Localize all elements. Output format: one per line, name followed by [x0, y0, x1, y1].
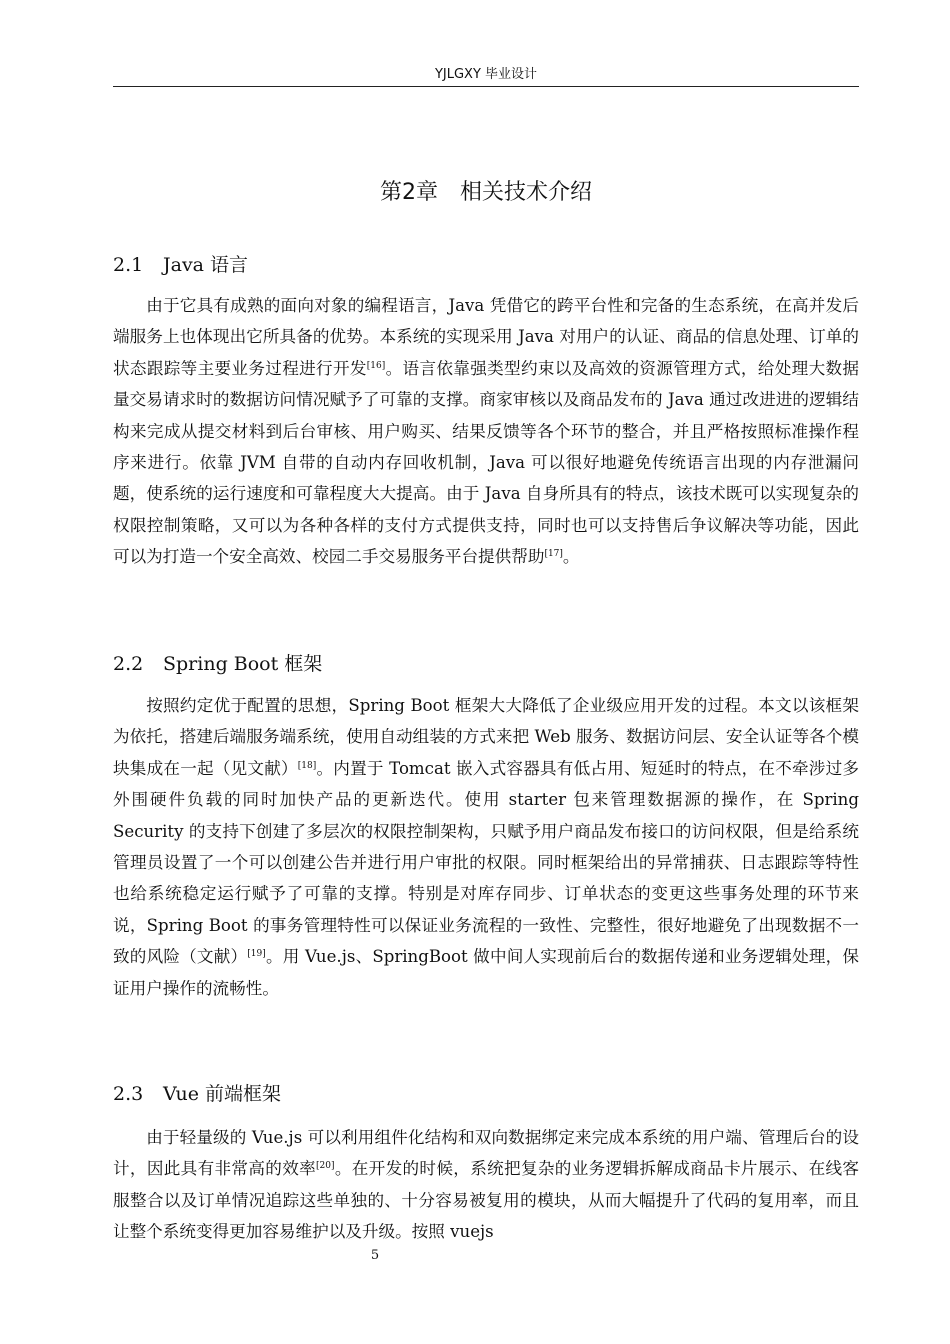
paragraph-text: 。 — [562, 547, 580, 567]
paragraph-text: 由于轻量级的 Vue.js 可以利用组件化结构和双向数据绑定来完成本系统的用户端、管理后台的设计，因此具有非常高的效率 — [113, 1128, 859, 1179]
paragraph-text: 按照约定优于配置的思想，Spring Boot 框架大大降低了企业级应用开发的过程。本文以该框架为依托，搭建后端服务端系统，使用自动组装的方式来把 Web 服务、数据访问层、安全认证等各个模块集成在一起（见文献） — [113, 696, 859, 778]
citation-ref: [17] — [544, 549, 563, 560]
section-number: 2.2 — [113, 653, 144, 675]
chapter-title: 第2章 相关技术介绍 — [380, 180, 592, 205]
citation-ref: [18] — [297, 760, 317, 771]
section-number: 2.1 — [113, 254, 144, 276]
section-paragraph-2-2 — [113, 690, 859, 1004]
page-number: 5 — [370, 1248, 380, 1263]
paragraph-text: 。用 Vue.js、SpringBoot 做中间人实现前后台的数据传递和业务逻辑处理，保证用户操作的流畅性。 — [113, 947, 860, 998]
section-paragraph-2-3 — [113, 1122, 859, 1248]
paragraph-text: 。内置于 Tomcat 嵌入式容器具有低占用、短延时的特点，在不牵涉过多外围硬件负载的同时加快产品的更新迭代。使用 starter 包来管理数据源的操作，在 Spring Security 的支持下创建了多层次的权限控制架构，只赋予用户商品发布接口的访问权限，但是给系统管理员设置了一个可以创建公告并进行用户审批的权限。同时框架给出的异常捕获、日志跟踪等特性也给系统稳定运行赋予了可靠的支撑。特别是对库存同步、订单状态的变更这些事务处理的环节来说，Spring Boot 的事务管理特性可以保证业务流程的一致性、完整性，很好地避免了出现数据不一致的风险（文献） — [113, 758, 859, 967]
section-title-text: Spring Boot 框架 — [163, 653, 323, 675]
citation-ref: [16] — [366, 360, 386, 371]
section-heading-2-1 — [113, 250, 859, 280]
paragraph-text: 。在开发的时候，系统把复杂的业务逻辑拆解成商品卡片展示、在线客服整合以及订单情况追踪这些单独的、十分容易被复用的模块，从而大幅提升了代码的复用率，而且让整个系统变得更加容易维护以及升级。按照 vuejs — [113, 1159, 860, 1242]
section-paragraph-2-1 — [113, 290, 859, 573]
section-title-text: Java 语言 — [163, 254, 249, 276]
section-heading-2-3 — [113, 1079, 859, 1109]
citation-ref: [19] — [247, 949, 266, 960]
citation-ref: [20] — [316, 1161, 335, 1172]
page-header: YJLGXY 毕业设计 — [113, 64, 859, 87]
section-heading-2-2 — [113, 649, 859, 679]
paragraph-text: 由于它具有成熟的面向对象的编程语言，Java 凭借它的跨平台性和完备的生态系统，在高并发后端服务上也体现出它所具备的优势。本系统的实现采用 Java 对用户的认证、商品的信息处理、订单的状态跟踪等主要业务过程进行开发 — [113, 296, 859, 378]
section-number: 2.3 — [113, 1083, 144, 1105]
section-title-text: Vue 前端框架 — [163, 1083, 282, 1105]
paragraph-text: 。语言依靠强类型约束以及高效的资源管理方式，给处理大数据量交易请求时的数据访问情况赋予了可靠的支撑。商家审核以及商品发布的 Java 通过改进进的逻辑结构来完成从提交材料到后台审核、用户购买、结果反馈等各个环节的整合，并且严格按照标准操作程序来进行。依靠 JVM 自带的自动内存回收机制，Java 可以很好地避免传统语言出现的内存泄漏问题，使系统的运行速度和可靠程度大大提高。由于 Java 自身所具有的特点，该技术既可以实现复杂的权限控制策略，又可以为各种各样的支付方式提供支持，同时也可以支持售后争议解决等功能，因此可以为打造一个安全高效、校园二手交易服务平台提供帮助 — [113, 358, 860, 567]
